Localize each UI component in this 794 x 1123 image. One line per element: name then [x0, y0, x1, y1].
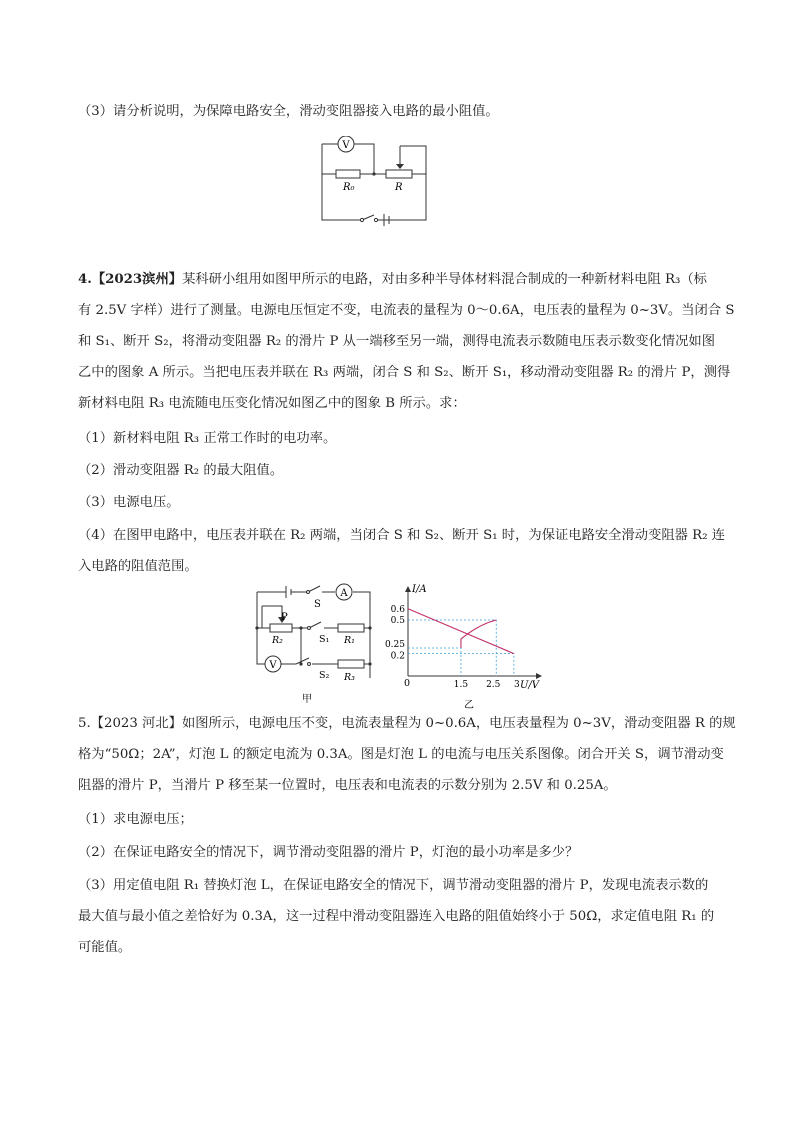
circuit-figure-jia: [252, 582, 380, 706]
label-r1: R₁: [344, 635, 355, 646]
q5-line-3: 阻器的滑片 P，当滑片 P 移至某一位置时，电压表和电流表的示数分别为 2.5V 和 0.25A。: [78, 778, 617, 793]
x-tick-label: 2.5: [486, 680, 501, 690]
q4-item-2: （2）滑动变阻器 R₂ 的最大阻值。: [78, 463, 284, 478]
q5-item-3: （3）用定值电阻 R₁ 替换灯泡 L，在保证电路安全的情况下，调节滑动变阻器的滑片 P，发现电流表示数的: [78, 878, 709, 893]
ammeter-label: A: [340, 588, 348, 599]
x-tick-label: 3: [514, 680, 520, 690]
x-axis-label: U/V: [520, 680, 540, 691]
q4-item-4-cont: 入电路的阻值范围。: [78, 559, 198, 574]
caption-jia: 甲: [302, 694, 312, 705]
question-3-part-3: （3）请分析说明，为保障电路安全，滑动变阻器接入电路的最小阻值。: [78, 104, 499, 119]
y-tick-label: 0.6: [390, 604, 405, 615]
voltmeter-label: V: [342, 140, 350, 151]
graph-figure-yi: [384, 584, 548, 710]
q5-line-2: 格为“50Ω；2A”，灯泡 L 的额定电流为 0.3A。图是灯泡 L 的电流与电压关系图像。闭合开关 S，调节滑动变: [78, 747, 724, 762]
origin-label: 0: [404, 678, 411, 689]
caption-yi: 乙: [464, 700, 474, 710]
y-tick-label: 0.5: [390, 616, 405, 626]
label-r2: R₂: [272, 635, 283, 646]
label-r0: R₀: [343, 182, 355, 193]
label-s2: S₂: [319, 670, 330, 681]
y-axis-label: I/A: [412, 584, 427, 595]
y-tick-label: 0.25: [384, 640, 405, 650]
resistor-r3: [338, 660, 364, 668]
slider-arrow-icon: [396, 164, 404, 169]
q4-line-5: 新材料电阻 R₃ 电流随电压变化情况如图乙中的图象 B 所示。求：: [78, 396, 466, 411]
voltmeter-label: V: [269, 660, 277, 671]
x-tick-label: 1.5: [453, 680, 469, 690]
label-s1: S₁: [319, 634, 330, 645]
rheostat-r: [386, 170, 412, 178]
guide-line: [408, 648, 461, 676]
resistor-r0: [336, 170, 360, 178]
q4-line-3: 和 S₁、断开 S₂，将滑动变阻器 R₂ 的滑片 P 从一端移至另一端，测得电流表示数随电压表示数变化情况如图: [78, 334, 715, 349]
q4-item-4: （4）在图甲电路中，电压表并联在 R₂ 两端，当闭合 S 和 S₂、断开 S₁ 时，为保证电路安全滑动变阻器 R₂ 连: [78, 528, 726, 543]
y-tick-label: 0.2: [390, 651, 405, 662]
q4-line-1: 4.【2023滨州】某科研小组用如图甲所示的电路，对由多种半导体材料混合制成的一种新材料电阻 R₃（标: [78, 272, 707, 287]
q4-source: 4.【2023滨州】: [78, 272, 183, 287]
rheostat-r2: [270, 624, 292, 632]
label-r3: R₃: [344, 672, 355, 683]
label-p: P: [281, 612, 288, 623]
q5-item-3-cont: 最大值与最小值之差恰好为 0.3A，这一过程中滑动变阻器连入电路的阻值始终小于 50Ω，求定值电阻 R₁ 的: [78, 909, 715, 924]
q4-item-1: （1）新材料电阻 R₃ 正常工作时的电功率。: [78, 431, 337, 446]
label-r: R: [395, 182, 403, 193]
q4-line-4: 乙中的图象 A 所示。当把电压表并联在 R₃ 两端，闭合 S 和 S₂、断开 S₁，移动滑动变阻器 R₂ 的滑片 P，测得: [78, 365, 731, 380]
x-axis-arrow-icon: [536, 673, 542, 679]
graph-axes: [405, 586, 542, 679]
q4-item-3: （3）电源电压。: [78, 495, 180, 510]
q5-item-3-end: 可能值。: [78, 940, 132, 955]
q5-line-1: 5.【2023 河北】如图所示，电源电压不变，电流表量程为 0~0.6A，电压表量程为 0~3V，滑动变阻器 R 的规: [78, 716, 736, 731]
circuit-figure-1: [318, 136, 433, 226]
resistor-r1: [338, 624, 364, 632]
q4-line-2: 有 2.5V 字样）进行了测量。电源电压恒定不变，电流表的量程为 0～0.6A，电压表的量程为 0~3V。当闭合 S: [78, 303, 735, 318]
q5-item-1: （1）求电源电压；: [78, 812, 193, 827]
label-s: S: [314, 599, 321, 610]
q5-item-2: （2）在保证电路安全的情况下，调节滑动变阻器的滑片 P，灯泡的最小功率是多少？: [78, 845, 579, 860]
y-axis-arrow-icon: [405, 586, 411, 592]
